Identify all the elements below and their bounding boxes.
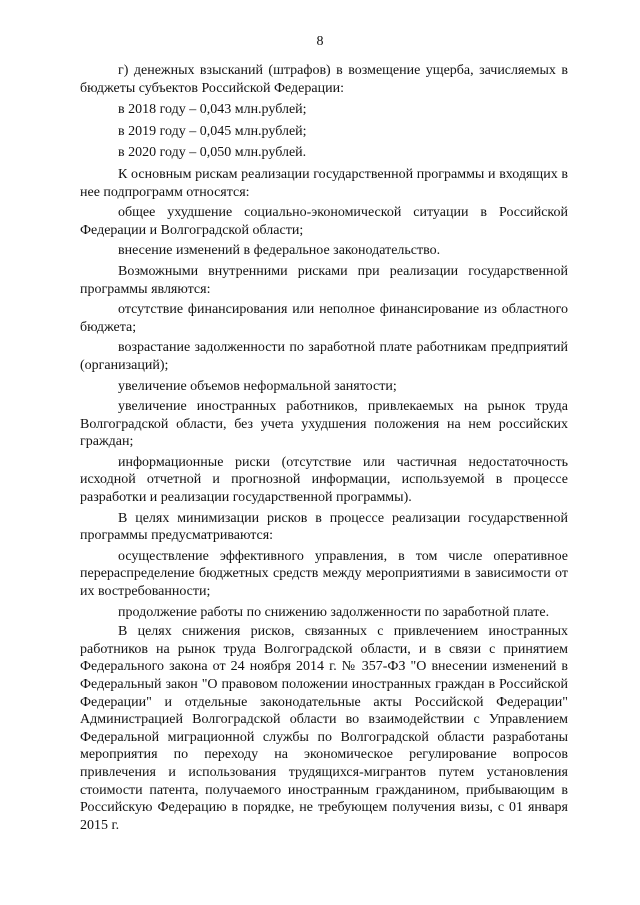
paragraph-internal-risks: Возможными внутренними рисками при реализации государственной программы являются: bbox=[80, 263, 568, 297]
paragraph-informal-employment: увеличение объемов неформальной занятости; bbox=[118, 378, 397, 394]
paragraph-main-risks: К основным рискам реализации государственной программы и входящих в нее подпрограмм относятся: bbox=[80, 166, 568, 200]
paragraph-fines: г) денежных взысканий (штрафов) в возмещение ущерба, зачисляемых в бюджеты субъектов Российской Федерации: bbox=[80, 63, 568, 96]
paragraph-legislation-changes: внесение изменений в федеральное законодательство. bbox=[118, 243, 441, 259]
paragraph-foreign-workers: увеличение иностранных работников, привлекаемых на рынок труда Волгоградской области, без учета ухудшения положения на нем российских граждан; bbox=[80, 399, 568, 450]
paragraph-effective-management: осуществление эффективного управления, в том числе оперативное перераспределение бюджетных средств между мероприятиями в зависимости от их востребованности; bbox=[80, 548, 568, 600]
paragraph-2020: в 2020 году – 0,050 млн.рублей. bbox=[118, 145, 307, 161]
document-body bbox=[80, 62, 568, 834]
page-number: 8 bbox=[316, 34, 324, 49]
paragraph-no-financing: отсутствие финансирования или неполное финансирование из областного бюджета; bbox=[80, 302, 568, 335]
paragraph-information-risks: информационные риски (отсутствие или частичная недостаточность исходной отчетной и прогнозной информации, используемой в процессе разработки и реализации государственной программы). bbox=[80, 454, 568, 506]
paragraph-wage-arrears: возрастание задолженности по заработной плате работникам предприятий (организаций); bbox=[80, 340, 568, 373]
paragraph-risk-minimization: В целях минимизации рисков в процессе реализации государственной программы предусматриваются: bbox=[80, 510, 568, 544]
paragraph-2019: в 2019 году – 0,045 млн.рублей; bbox=[118, 123, 307, 139]
paragraph-wage-work: продолжение работы по снижению задолженности по заработной плате. bbox=[118, 604, 550, 620]
paragraph-economic-situation: общее ухудшение социально-экономической ситуации в Российской Федерации и Волгоградской области; bbox=[80, 205, 568, 238]
paragraph-migrants-regulation: В целях снижения рисков, связанных с привлечением иностранных работников на рынок труда Волгоградской области, и в связи с принятием Федерального закона от 24 ноября 2014 г. № 357-ФЗ "О внесении изменений в Федеральный закон "О правовом положении иностранных граждан в Российской Федерации" и отдельные законодательные акты Российской Федерации" Администрацией Волгоградской области во взаимодействии с Управлением Федеральной миграционной службы по Волгоградской области разработаны мероприятия по переходу на экономическое регулирование вопросов привлечения и использования трудящихся-мигрантов путем установления стоимости патента, получаемого иностранным гражданином, прибывающим в Российскую Федерацию в порядке, не требующем получения визы, с 01 января 2015 г. bbox=[80, 624, 568, 833]
paragraph-2018: в 2018 году – 0,043 млн.рублей; bbox=[118, 102, 307, 118]
